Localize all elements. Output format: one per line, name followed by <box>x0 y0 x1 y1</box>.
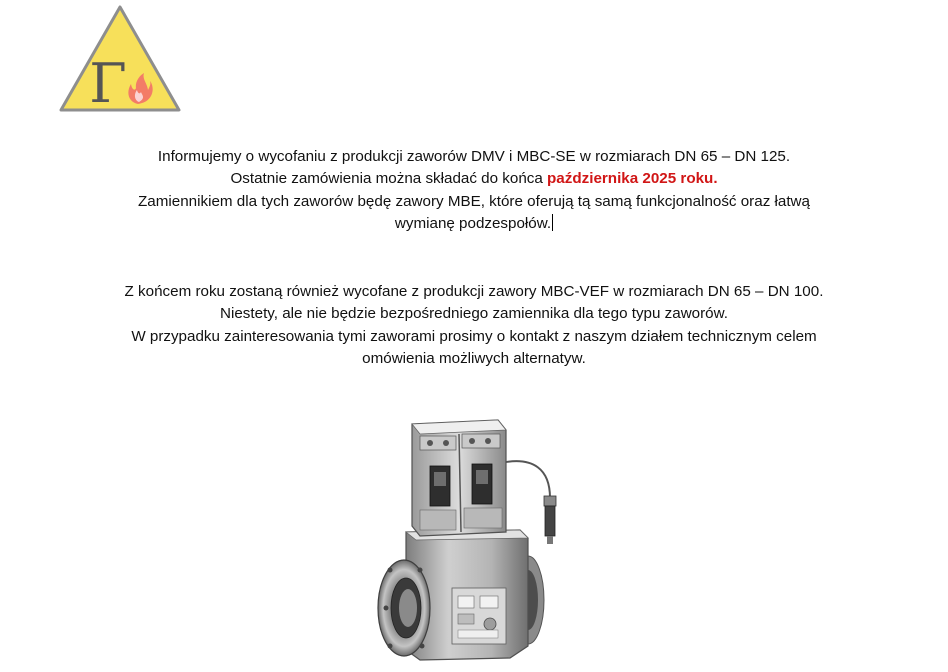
notice-paragraph-discontinuation <box>0 146 948 235</box>
notice-2-line-4: omówienia możliwych alternatyw. <box>362 349 586 367</box>
notice-1-line-4 <box>0 213 948 235</box>
notice-1-line-1: Informujemy o wycofaniu z produkcji zaworów DMV i MBC-SE w rozmiarach DN 65 – DN 125. <box>157 148 791 165</box>
logo-glyph: Γ <box>89 52 127 114</box>
notice-1-line-4-text: wymianę podzespołów. <box>394 214 552 232</box>
notice-1-line-3: Zamiennikiem dla tych zaworów będę zawory MBE, które oferują tą samą funkcjonalność oraz łatwą <box>138 192 810 210</box>
flammable-warning-triangle-icon <box>58 4 182 114</box>
notice-1-line-2 <box>0 168 948 190</box>
notice-2-line-3: W przypadku zainteresowania tymi zaworami prosimy o kontakt z naszym działem technicznym celem <box>131 327 817 345</box>
gas-valve-product-image <box>360 410 580 668</box>
notice-2-line-1: Z końcem roku zostaną również wycofane z produkcji zawory MBC-VEF w rozmiarach DN 65 – DN 100. <box>124 283 824 300</box>
notice-1-line-2-text: Ostatnie zamówienia można składać do końca <box>230 170 548 188</box>
text-caret <box>552 214 553 231</box>
deadline-highlight: października 2025 roku. <box>547 170 718 188</box>
notice-paragraph-mbc-vef <box>0 281 948 370</box>
notice-2-line-2: Niestety, ale nie będzie bezpośredniego zamiennika dla tego typu zaworów. <box>220 305 728 323</box>
